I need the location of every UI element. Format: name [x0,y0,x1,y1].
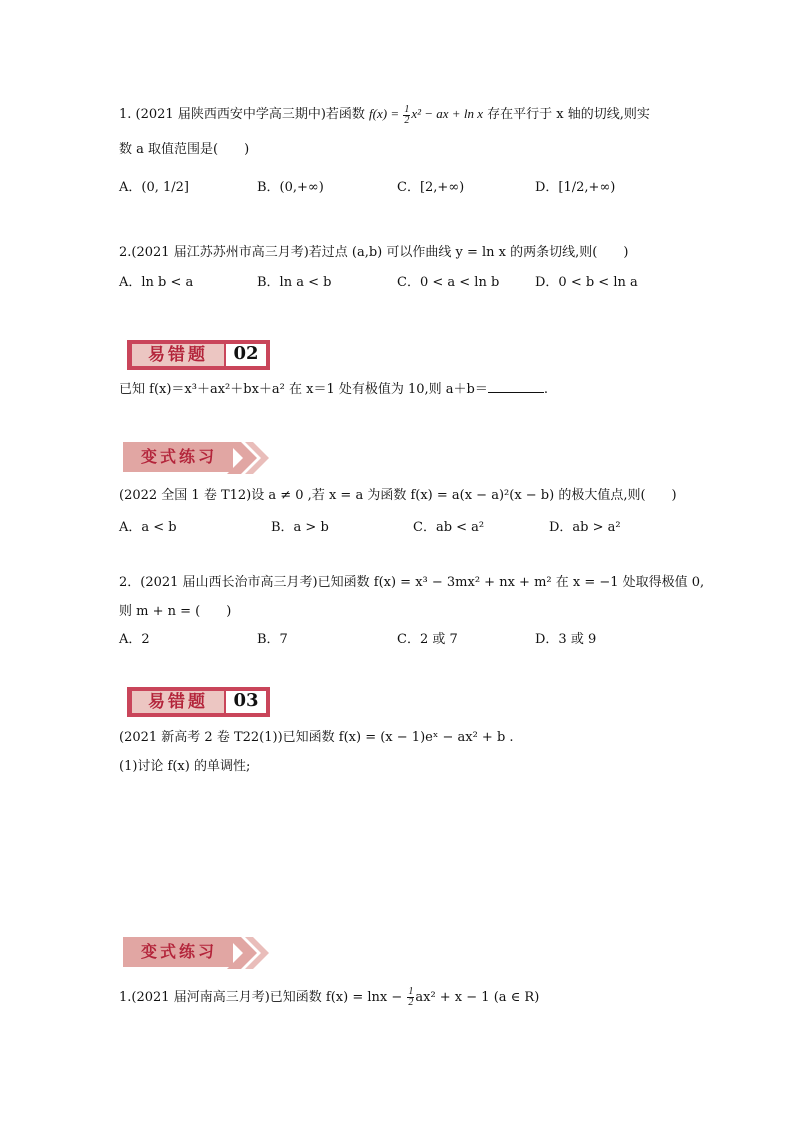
practice-tag-1 [123,440,273,476]
practice1-q2-option-a: A．2 [119,632,150,647]
practice1-q1-option-d: D．ab > a² [549,520,621,535]
q2-option-b: B．ln a < b [257,275,332,290]
practice1-q2-option-d: D．3 或 9 [535,632,597,647]
q2-option-d: D．0 < b < ln a [535,275,638,290]
chevron-arrow-icon [227,440,271,476]
practice2-line1 [119,987,539,1008]
practice2-line1-text: 1.(2021 届河南高三月考)已知函数 f(x) = lnx − [119,990,407,1005]
practice1-q2-line1: 2．(2021 届山西长治市高三月考)已知函数 f(x) = x³ − 3mx² + nx + m² 在 x = −1 处取得极值 0, [119,575,705,590]
practice1-q2-line2: 则 m + n = ( ) [119,604,232,619]
error-prone-badge-02 [127,340,270,370]
practice2-line1-tail: ax² + x − 1 (a ∈ R) [415,990,540,1005]
q1-line1 [119,104,650,126]
q1-option-c: C．[2,+∞) [397,180,465,195]
practice-tag-2 [123,935,273,971]
q2-option-a: A．ln b < a [119,275,194,290]
q1-line2: 数 a 取值范围是( ) [119,142,250,157]
fraction-half: $\frac{1}{2}$ [408,986,414,1008]
q2-option-c: C．0 < a < ln b [397,275,500,290]
badge-number: 02 [226,344,266,366]
practice1-q2-option-c: C．2 或 7 [397,632,458,647]
badge-label: 易错题 [132,344,224,366]
practice1-q1-option-c: C．ab < a² [413,520,485,535]
error-prone-badge-03 [127,687,270,717]
practice-tag-label: 变式练习 [140,942,217,961]
section02-question-text: 已知 f(x)＝x³＋ax²＋bx＋a² 在 x＝1 处有极值为 10,则 a＋b＝ [119,382,488,397]
badge-number: 03 [226,691,266,713]
practice1-q1-text: (2022 全国 1 卷 T12)设 a ≠ 0 ,若 x = a 为函数 f(x) = a(x − a)²(x − b) 的极大值点,则( ) [119,488,677,503]
q2-text: 2.(2021 届江苏苏州市高三月考)若过点 (a,b) 可以作曲线 y = ln x 的两条切线,则( ) [119,245,629,260]
badge-label: 易错题 [132,691,224,713]
answer-blank [488,380,544,393]
q1-option-a: A．(0, 1/2] [119,180,189,195]
q1-prefix: 1. (2021 届陕西西安中学高三期中)若函数 [119,107,370,122]
chevron-arrow-icon [227,935,271,971]
q1-option-d: D．[1/2,+∞) [535,180,616,195]
practice1-q2-option-b: B．7 [257,632,288,647]
section03-line1: (2021 新高考 2 卷 T22(1))已知函数 f(x) = (x − 1)eˣ − ax² + b . [119,730,514,745]
practice1-q1-option-a: A．a < b [119,520,177,535]
practice1-q1-option-b: B．a > b [271,520,329,535]
q1-suffix: 存在平行于 x 轴的切线,则实 [487,107,650,122]
practice-tag-label: 变式练习 [140,447,217,466]
section02-question [119,380,548,400]
section02-question-end: . [543,382,549,397]
q1-function: f(x) = $\frac{1}{2}$ x² − ax + ln x [369,103,483,126]
q1-option-b: B．(0,+∞) [257,180,324,195]
section03-line2: (1)讨论 f(x) 的单调性; [119,759,251,774]
